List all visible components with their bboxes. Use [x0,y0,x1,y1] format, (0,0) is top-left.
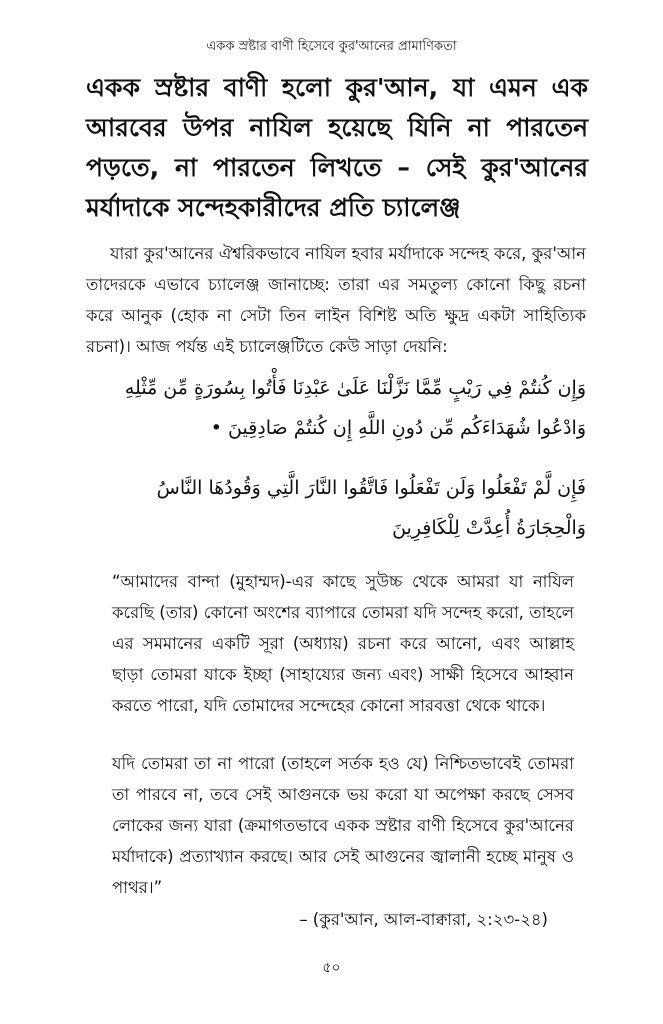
intro-paragraph: যারা কুর'আনের ঐশ্বরিকভাবে নাযিল হবার মর্যাদাকে সন্দেহ করে, কুর'আন তাদেরকে এভাবে চ্যালেঞ্জ জানাচ্ছে: তারা এর সমতুল্য কোনো কিছু রচনা করে আনুক (হোক না সেটা তিন লাইন বিশিষ্ট অতি ক্ষুদ্র একটা সাহিত্যিক রচনা)। আজ পর্যন্ত এই চ্যালেঞ্জটিতে কেউ সাড়া দেয়নি: [86,244,586,356]
arabic-verse-1: وَإِن كُنتُمْ فِي رَيْبٍ مِّمَّا نَزَّلْنَا عَلَىٰ عَبْدِنَا فَأْتُوا بِسُورَةٍ مِّن مِّثْلِهِ وَادْعُوا شُهَدَاءَكُم مِّن دُونِ اللَّهِ إِن كُنتُمْ صَادِقِينَ • [124,377,586,439]
page-number: ৫০ [322,960,341,976]
translation-paragraph-1: “আমাদের বান্দা (মুহাম্মদ)-এর কাছে সুউচ্চ থেকে আমরা যা নাযিল করেছি (তার) কোনো অংশের ব্যাপারে তোমরা যদি সন্দেহ করো, তাহলে এর সমমানের একটি সূরা (অধ্যায়) রচনা করে আনো, এবং আল্লাহ ছাড়া তোমরা যাকে ইচ্ছা (সাহায্যের জন্য এবং) সাক্ষী হিসেবে আহ্বান করতে পারো, যদি তোমাদের সন্দেহের কোনো সারবত্তা থেকে থাকে। [112,572,574,715]
section-heading: একক স্রষ্টার বাণী হলো কুর'আন, যা এমন এক আরবের উপর নাযিল হয়েছে যিনি না পারতেন পড়তে, না পারতেন লিখতে – সেই কুর'আনের মর্যাদাকে সন্দেহকারীদের প্রতি চ্যালেঞ্জ [86,73,588,222]
running-header: একক স্রষ্টার বাণী হিসেবে কুর'আনের প্রামাণিকতা [206,39,457,54]
translation-paragraph-2: যদি তোমরা তা না পারো (তাহলে সর্তক হও যে) নিশ্চিতভাবেই তোমরা তা পারবে না, তবে সেই আগুনকে ভয় করো যা অপেক্ষা করছে সেসব লোকের জন্য যারা (ক্রমাগতভাবে একক স্রষ্টার বাণী হিসেবে কুর'আনের মর্যাদাকে) প্রত্যাখ্যান করছে। আর সেই আগুনের জ্বালানী হচ্ছে মানুষ ও পাথর।” [112,754,574,897]
verse-citation: – (কুর'আন, আল-বাক্বারা, ২:২৩-২৪) [299,910,548,929]
arabic-verse-2: فَإِن لَّمْ تَفْعَلُوا وَلَن تَفْعَلُوا فَاتَّقُوا النَّارَ الَّتِي وَقُودُهَا النَّاسُ وَالْحِجَارَةُ أُعِدَّتْ لِلْكَافِرِينَ [156,477,586,539]
